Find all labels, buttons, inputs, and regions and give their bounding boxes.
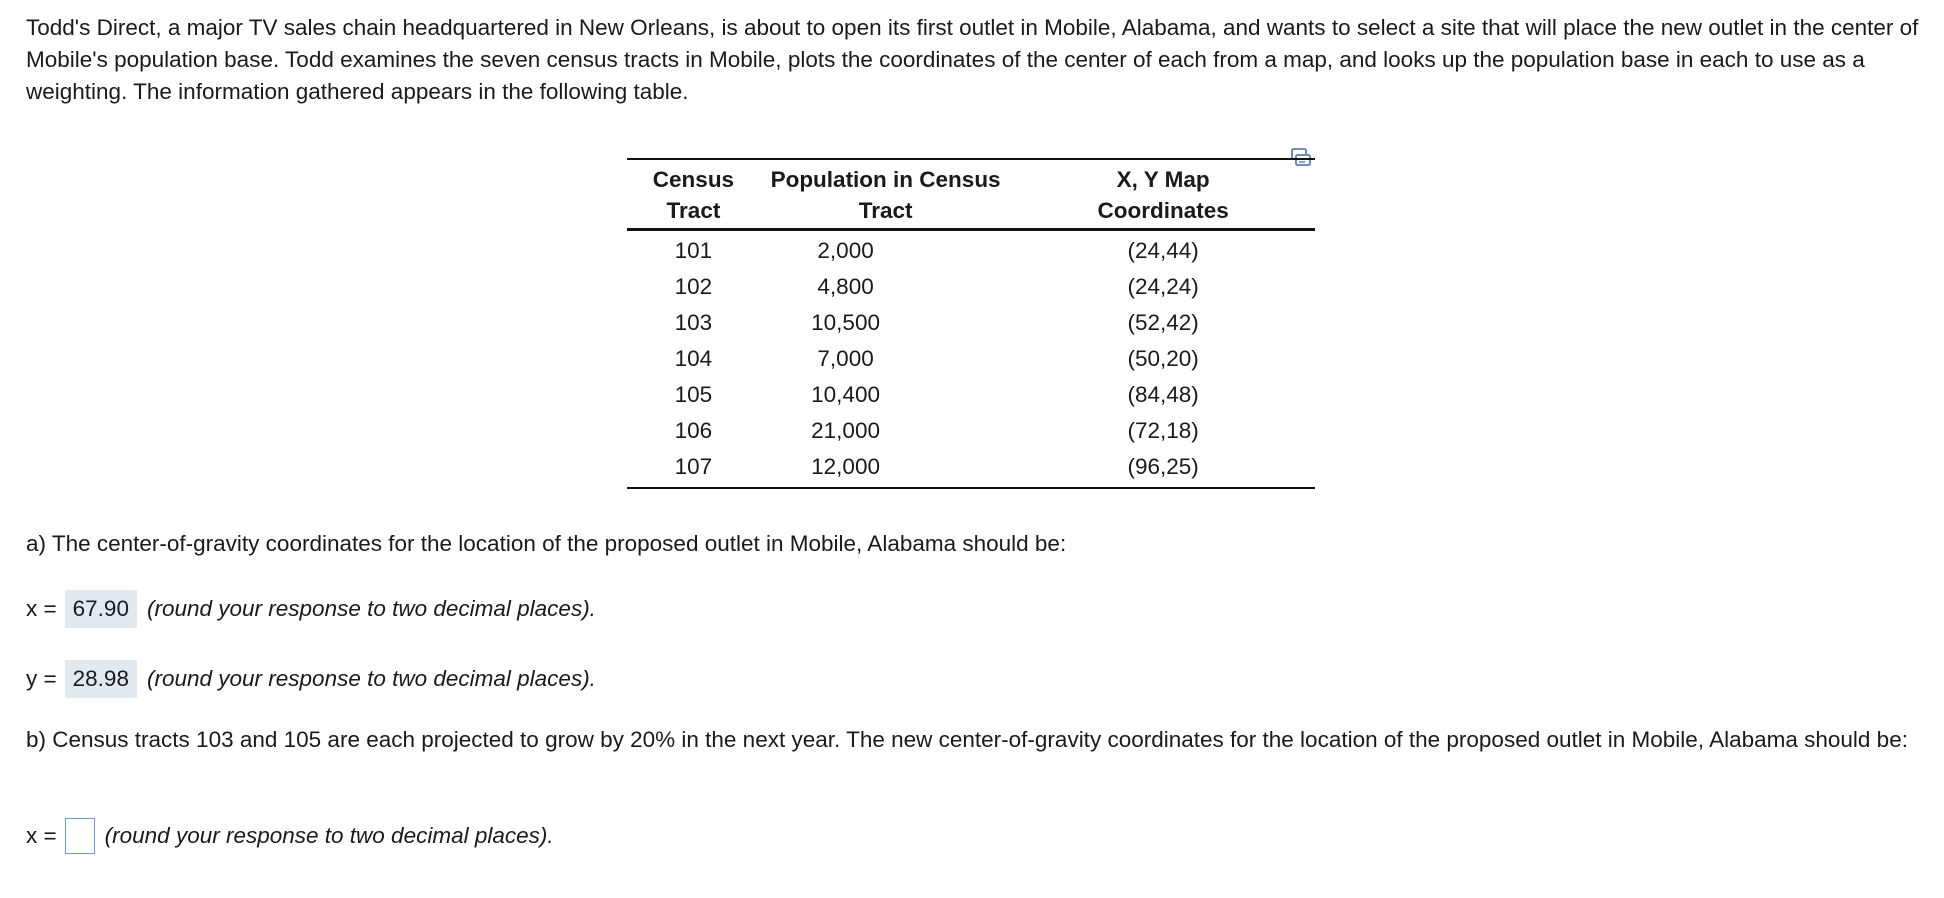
x-answer-input[interactable] xyxy=(65,818,95,854)
intro-paragraph: Todd's Direct, a major TV sales chain headquartered in New Orleans, is about to open its first outlet in Mobile, Alabama, and wants to select a site that will place the new outlet in the center of Mobile's population base. Todd examines the seven census tracts in Mobile, plots the coordinates of the center of each from a map, and looks up the population base in each to use as a weighting. The information gathered appears in the following table. xyxy=(26,15,1919,104)
table-row xyxy=(627,449,1315,488)
y-answer-field[interactable]: 28.98 xyxy=(65,660,137,698)
cell-tract: 102 xyxy=(674,274,713,299)
cell-tract: 101 xyxy=(674,238,713,263)
census-table xyxy=(627,158,1315,489)
cell-population: 4,800 xyxy=(817,274,874,299)
cell-tract: 104 xyxy=(674,346,713,371)
x-label: x = xyxy=(26,823,57,848)
header-coordinates: X, Y Map Coordinates xyxy=(1011,159,1315,230)
table-row xyxy=(627,230,1315,270)
rounding-hint: (round your response to two decimal places). xyxy=(146,666,596,691)
cell-coordinates: (84,48) xyxy=(1127,382,1199,407)
cell-population: 21,000 xyxy=(811,418,880,443)
cell-coordinates: (50,20) xyxy=(1127,346,1199,371)
part-b-x-answer-line xyxy=(26,818,554,854)
cell-tract: 107 xyxy=(627,449,760,488)
cell-tract: 103 xyxy=(674,310,713,335)
cell-population: 7,000 xyxy=(817,346,874,371)
part-a-question: a) The center-of-gravity coordinates for the location of the proposed outlet in Mobile, Alabama should be: xyxy=(26,531,1067,556)
cell-tract: 105 xyxy=(674,382,713,407)
header-census-tract: Census Tract xyxy=(627,159,760,230)
table-row xyxy=(627,377,1315,413)
cell-coordinates: (24,44) xyxy=(1127,238,1199,263)
table-row xyxy=(627,269,1315,305)
rounding-hint: (round your response to two decimal places). xyxy=(146,596,596,621)
table-row xyxy=(627,305,1315,341)
part-b-question: b) Census tracts 103 and 105 are each projected to grow by 20% in the next year. The new center-of-gravity coordinates for the location of the proposed outlet in Mobile, Alabama should be: xyxy=(26,727,1908,752)
cell-coordinates: (52,42) xyxy=(1127,310,1199,335)
cell-population: 10,500 xyxy=(811,310,880,335)
cell-coordinates: (96,25) xyxy=(1011,449,1315,488)
rounding-hint: (round your response to two decimal places). xyxy=(104,823,554,848)
cell-population: 2,000 xyxy=(817,238,874,263)
x-label: x = xyxy=(26,596,57,621)
cell-coordinates: (72,18) xyxy=(1127,418,1199,443)
cell-population: 10,400 xyxy=(811,382,880,407)
cell-population: 12,000 xyxy=(760,449,1011,488)
y-label: y = xyxy=(26,666,57,691)
part-a-y-answer-line xyxy=(26,660,596,698)
table-row xyxy=(627,341,1315,377)
header-population: Population in Census Tract xyxy=(760,159,1011,230)
x-answer-field[interactable]: 67.90 xyxy=(65,590,137,628)
part-a-x-answer-line xyxy=(26,590,596,628)
census-table-wrapper xyxy=(627,158,1315,489)
question-container xyxy=(26,12,1926,108)
table-header-row xyxy=(627,159,1315,230)
cell-tract: 106 xyxy=(674,418,713,443)
table-row xyxy=(627,413,1315,449)
cell-coordinates: (24,24) xyxy=(1127,274,1199,299)
